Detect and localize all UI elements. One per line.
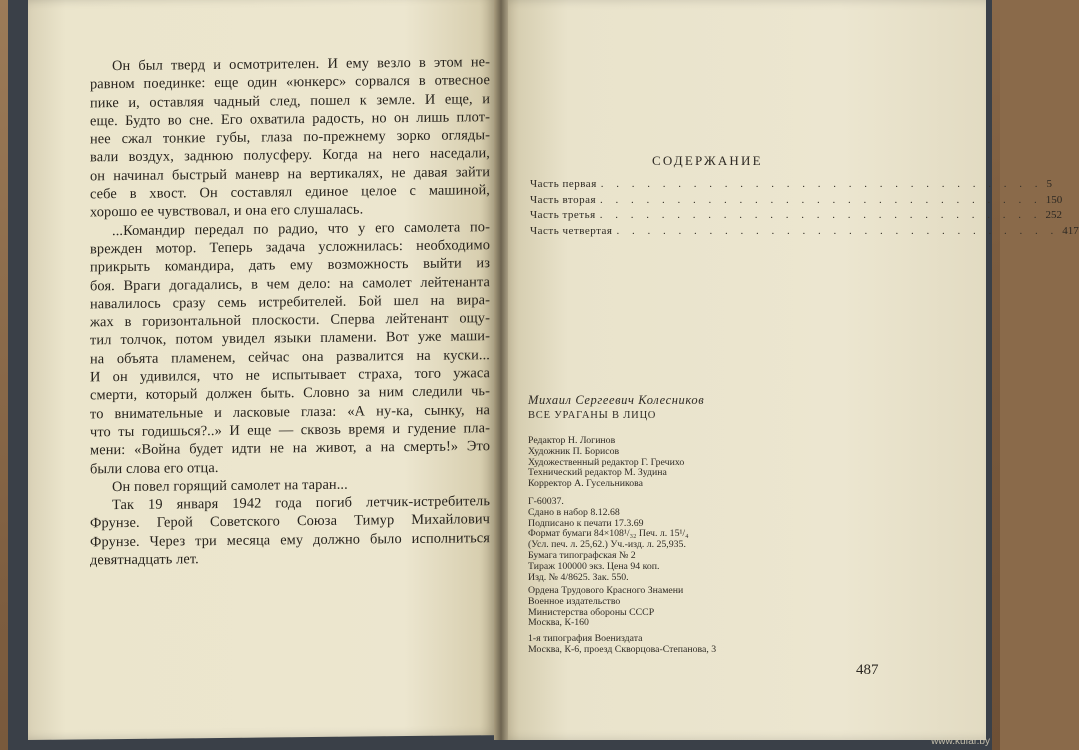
body-text	[90, 53, 490, 570]
toc-label: Часть первая	[530, 178, 597, 190]
publication-line: Тираж 100000 экз. Цена 94 коп.	[528, 560, 660, 572]
credit-line: Корректор А. Гусельникова	[528, 478, 643, 490]
text-line: жах в горизонтальной плоскости. Сперва лейтенант ощу-	[90, 310, 490, 331]
text-line: были слова его отца.	[90, 459, 219, 477]
printer-line: Москва, К-6, проезд Скворцова-Степанова, 3	[528, 643, 717, 655]
book-gutter	[494, 0, 508, 740]
text-line: врежден мотор. Теперь задача усложнилась: необходимо	[90, 237, 490, 258]
text-line: И он удивился, что не испытывает страха, того ужаса	[90, 365, 490, 386]
text-line: девятнадцать лет.	[90, 551, 199, 569]
text-line: ...Командир передал по радио, что у его самолета по-	[112, 218, 490, 239]
toc-leader: . . . . . . . . . . . . . . . . . . . . . . . . . . . . .	[616, 224, 1059, 237]
text-line: Он повел горящий самолет на таран...	[112, 476, 348, 495]
text-line: что ты годишься?..» И еще — сквозь время и гудение пла-	[90, 420, 490, 441]
toc-title: СОДЕРЖАНИЕ	[652, 153, 763, 168]
text-line: тил толчок, потом увидел языки пламени. Вот уже маши-	[90, 328, 490, 349]
toc-page: 5	[1046, 178, 1052, 190]
text-line: он начинал быстрый маневр на вертикалях, не давая зайти	[90, 163, 490, 185]
toc-label: Часть третья	[530, 209, 596, 221]
publisher-line: Ордена Трудового Красного Знамени	[528, 585, 684, 596]
table-of-contents	[530, 178, 1079, 240]
publication-line: Изд. № 4/8625. Зак. 550.	[528, 571, 629, 583]
toc-page: 150	[1045, 193, 1063, 206]
publisher-line: Москва, К-160	[528, 617, 589, 629]
toc-label: Часть вторая	[530, 193, 597, 206]
publisher-block	[528, 586, 683, 629]
credit-line: Художник П. Борисов	[528, 445, 620, 457]
toc-page: 252	[1045, 209, 1062, 221]
toc-row	[530, 224, 1079, 241]
text-line: Он был тверд и осмотрителен. И ему везло в этом не-	[112, 54, 490, 75]
credits-block	[528, 436, 684, 490]
publisher-line: Военное издательство	[528, 595, 621, 607]
publication-details	[528, 497, 689, 583]
text-line: то внимательные и ласковые глаза: «А ну-ка, сынку, на	[90, 401, 490, 422]
toc-row	[530, 209, 1062, 225]
credit-line: Редактор Н. Логинов	[528, 435, 616, 446]
text-line: прикрыть командира, дать ему возможность выйти из	[90, 255, 490, 276]
text-line: на объята пламенем, сейчас она развалится на куски...	[90, 346, 490, 368]
text-line: пике и, оставляя чадный след, пошел к земле. И еще, и	[90, 90, 490, 111]
page-number: 487	[856, 662, 879, 678]
text-line: равном поединке: еще один «юнкерс» сорвался в отвесное	[90, 72, 490, 93]
author-name: Михаил Сергеевич Колесников	[528, 393, 705, 407]
text-line: Фрунзе. Герой Советского Союза Тимур Михайлович	[90, 511, 490, 532]
text-line: вали воздух, заднюю полусферу. Когда на него наседали,	[90, 145, 490, 166]
publication-line: (Усл. печ. л. 25,62.) Уч.-изд. л. 25,935.	[528, 539, 686, 551]
credit-line: Технический редактор М. Зудина	[528, 467, 667, 479]
publication-line: Сдано в набор 8.12.68	[528, 506, 620, 518]
text-line: Фрунзе. Через три месяца ему должно было исполниться	[90, 529, 490, 551]
publication-line: Подписано к печати 17.3.69	[528, 517, 644, 529]
text-line: хорошо ее чувствовал, и она его слушалась.	[90, 201, 364, 221]
printer-line: 1-я типография Воениздата	[528, 633, 643, 644]
publisher-line: Министерства обороны СССР	[528, 606, 655, 618]
toc-label: Часть четвертая	[530, 224, 613, 237]
text-line: навалилось сразу семь истребителей. Бой шел на вира-	[90, 292, 490, 313]
text-line: нее сжал тонкие губы, глаза по-прежнему зорко огляды-	[90, 127, 490, 148]
toc-leader: . . . . . . . . . . . . . . . . . . . . . . . . . . . . .	[600, 178, 1043, 190]
publication-line: Формат бумаги 84×108¹/₃₂ Печ. л. 15¹/₄	[528, 528, 689, 540]
toc-page: 417	[1062, 224, 1079, 237]
publication-line: Г-60037.	[528, 496, 564, 507]
text-line: смерти, который должен быть. Словно за ним следили чь-	[90, 383, 490, 404]
text-line: мени: «Война будет идти не на живот, а на смерть!» Это	[90, 438, 490, 459]
toc-leader: . . . . . . . . . . . . . . . . . . . . . . . . . . . . .	[599, 209, 1042, 221]
printer-block	[528, 634, 716, 656]
credit-line: Художественный редактор Г. Гречихо	[528, 456, 685, 468]
text-line: боя. Враги догадались, в чем дело: на самолет лейтенанта	[90, 273, 490, 294]
toc-row	[530, 178, 1052, 194]
left-page	[28, 0, 498, 740]
text-line: еще. Будто во сне. Его охватила радость, но он лишь плот-	[90, 109, 490, 130]
publication-line: Бумага типографская № 2	[528, 549, 636, 561]
text-line: Так 19 января 1942 года погиб летчик-истребитель	[112, 493, 490, 514]
toc-leader: . . . . . . . . . . . . . . . . . . . . . . . . . . . . .	[600, 193, 1042, 206]
watermark: www.kufar.by	[931, 736, 990, 747]
toc-row	[530, 193, 1063, 210]
book-title: ВСЕ УРАГАНЫ В ЛИЦО	[528, 410, 657, 421]
text-line: себе в хвост. Он составлял единое целое с машиной,	[90, 182, 490, 203]
